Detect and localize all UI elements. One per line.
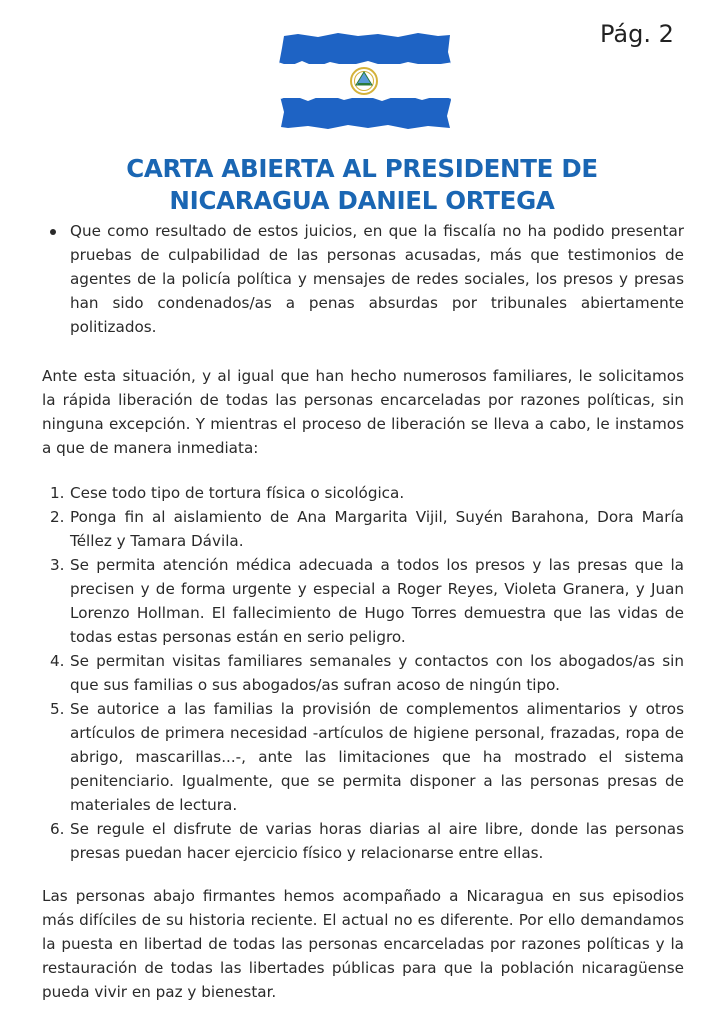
- list-item-number: 3.: [50, 556, 65, 574]
- emblem-icon: [351, 68, 377, 94]
- list-item-text: Ponga fin al aislamiento de Ana Margarita Vijil, Suyén Barahona, Dora María Téllez y Tamara Dávila.: [70, 508, 684, 550]
- page-title: [0, 153, 724, 217]
- title-line-2: NICARAGUA DANIEL ORTEGA: [169, 186, 555, 215]
- bullet-paragraph: Que como resultado de estos juicios, en que la fiscalía no ha podido presentar pruebas de culpabilidad de las personas acusadas, más que testimonios de agentes de la policía política y mensajes de redes sociales, los presos y presas han sido condenados/as a penas absurdas por tribunales abiertamente politizados.: [70, 222, 684, 336]
- list-item-text: Se regule el disfrute de varias horas diarias al aire libre, donde las personas presas puedan hacer ejercicio físico y relacionarse entre ellas.: [70, 820, 684, 862]
- list-item: [42, 649, 684, 697]
- list-item-number: 1.: [50, 484, 65, 502]
- list-item-text: Cese todo tipo de tortura física o sicológica.: [70, 484, 405, 502]
- list-item-text: Se permita atención médica adecuada a todos los presos y las presas que la precisen y de forma urgente y especial a Roger Reyes, Violeta Granera, y Juan Lorenzo Hollman. El fallecimiento de Hugo Torres demuestra que las vidas de todas estas personas están en serio peligro.: [70, 556, 684, 646]
- list-item: [42, 505, 684, 553]
- list-item-text: Se permitan visitas familiares semanales y contactos con los abogados/as sin que sus familias o sus abogados/as sufran acoso de ningún tipo.: [70, 652, 684, 694]
- list-item-number: 5.: [50, 700, 65, 718]
- list-item: [42, 481, 684, 505]
- closing-paragraph: Las personas abajo firmantes hemos acompañado a Nicaragua en sus episodios más difíciles de su historia reciente. El actual no es diferente. Por ello demandamos la puesta en libertad de todas las personas encarceladas por razones políticas y la restauración de todas las libertades públicas para que la población nicaragüense pueda vivir en paz y bienestar.: [42, 887, 684, 1001]
- list-item-number: 4.: [50, 652, 65, 670]
- page-number: Pág. 2: [600, 20, 674, 48]
- list-item-text: Se autorice a las familias la provisión de complementos alimentarios y otros artículos de primera necesidad -artículos de higiene personal, frazadas, ropa de abrigo, mascarillas...-, ante las limitaciones que ha mostrado el sistema penitenciario. Igualmente, que se permita disponer a las personas presas de materiales de lectura.: [70, 700, 684, 814]
- nicaragua-flag-image: [278, 32, 454, 130]
- list-item: [42, 817, 684, 865]
- list-item: [42, 553, 684, 649]
- requests-list: [42, 481, 684, 865]
- bullet-marker-icon: [50, 229, 56, 235]
- list-item: [42, 697, 684, 817]
- list-item-number: 6.: [50, 820, 65, 838]
- title-line-1: CARTA ABIERTA AL PRESIDENTE DE: [126, 154, 598, 183]
- list-item-number: 2.: [50, 508, 65, 526]
- intro-paragraph: Ante esta situación, y al igual que han hecho numerosos familiares, le solicitamos la rápida liberación de todas las personas encarceladas por razones políticas, sin ninguna excepción. Y mientras el proceso de liberación se lleva a cabo, le instamos a que de manera inmediata:: [42, 367, 684, 457]
